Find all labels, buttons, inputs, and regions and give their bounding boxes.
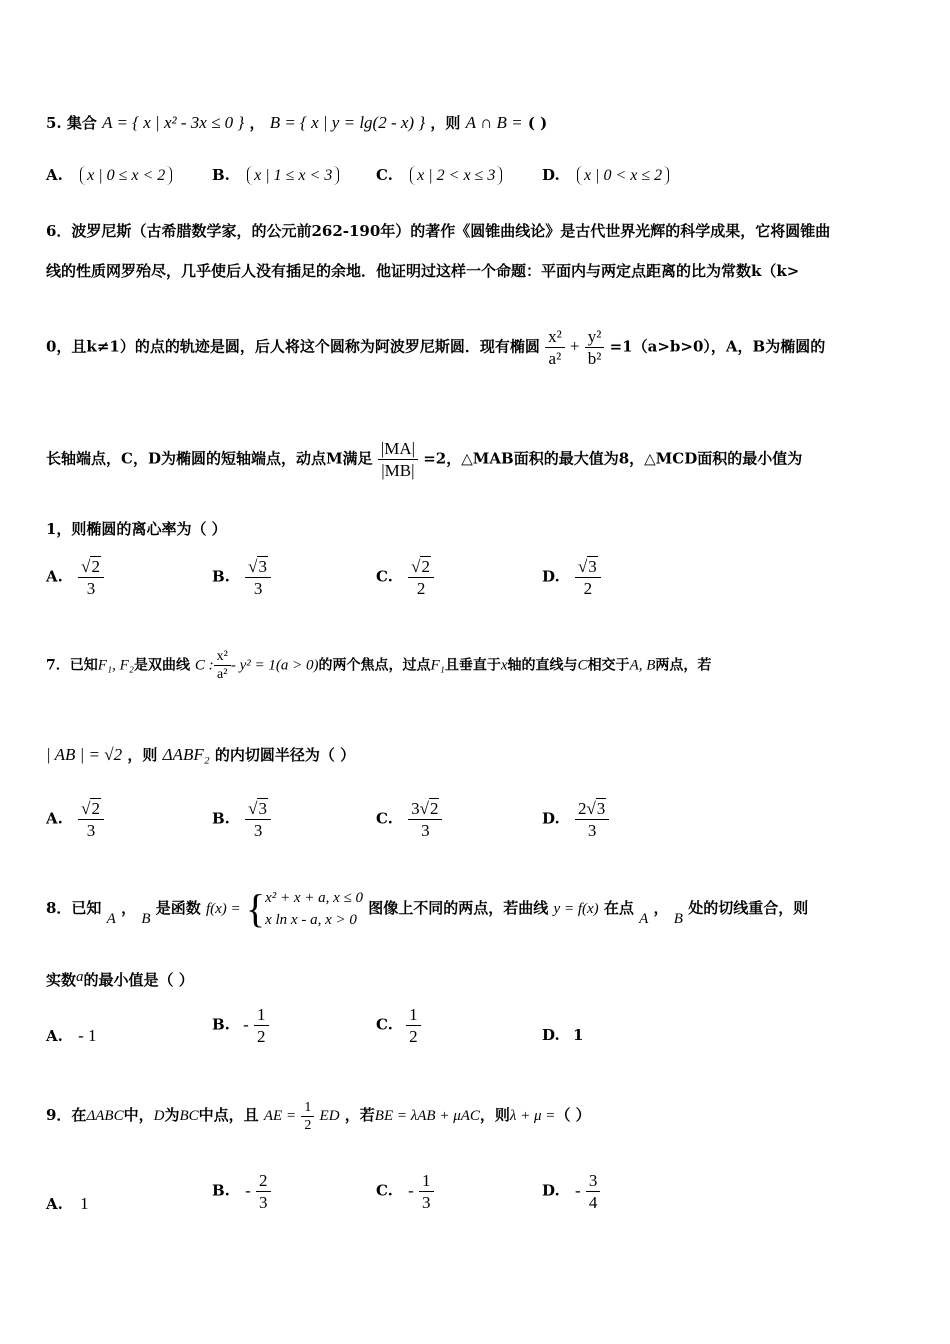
- option-label: D.: [542, 809, 560, 828]
- option-fraction: $\frac{√2}{3}$: [78, 556, 104, 599]
- q7-curve-name: C :: [194, 657, 214, 674]
- option-label: A.: [46, 1027, 63, 1045]
- q8-function: f(x) =: [205, 901, 241, 917]
- q5-option-b[interactable]: [212, 166, 339, 185]
- q9-vector-ae: AE =: [263, 1108, 297, 1124]
- q9-option-c[interactable]: [376, 1170, 434, 1213]
- option-label: D.: [542, 1181, 560, 1200]
- option-value: - 1: [78, 1026, 97, 1045]
- q8-text: 8．已知: [46, 899, 102, 917]
- q8-option-c[interactable]: [376, 1004, 421, 1047]
- q9-sum: λ + μ =: [509, 1108, 556, 1124]
- q7-f1: F₁: [430, 657, 445, 674]
- q8-text: 图像上不同的两点，若曲线: [368, 899, 549, 917]
- q8-point-b-2: B: [673, 911, 683, 927]
- frac-den: 3: [587, 821, 597, 840]
- coefficient: 3: [411, 799, 420, 818]
- q6-option-c[interactable]: [376, 556, 434, 599]
- option-label: C.: [376, 1181, 393, 1200]
- q6-option-a[interactable]: [46, 556, 104, 599]
- q8-text: 在点: [603, 899, 634, 917]
- q7-line-2: [46, 744, 910, 766]
- radicand: 2: [429, 799, 439, 818]
- q7-c: C: [577, 657, 588, 674]
- q5-expr: A ∩ B =: [465, 113, 523, 132]
- option-fraction: $\frac{√3}{2}$: [575, 556, 601, 599]
- frac-den: 2: [583, 579, 593, 598]
- radicand: 2: [91, 557, 100, 576]
- option-fraction: $\frac{√3}{3}$: [245, 556, 271, 599]
- option-fraction: [406, 1004, 421, 1047]
- frac-den: |MB|: [381, 461, 415, 480]
- option-value: x | 2 < x ≤ 3: [410, 166, 502, 185]
- frac-den: 3: [421, 821, 430, 840]
- frac-den: a²: [217, 667, 228, 682]
- q7-option-d[interactable]: [542, 798, 609, 841]
- q5-paren: ( ): [527, 114, 548, 132]
- option-fraction: $\frac{3√2}{3}$: [408, 798, 442, 841]
- frac-den: 3: [259, 1193, 268, 1212]
- frac-den: 2: [416, 579, 426, 598]
- q7-text: 轴的直线与: [507, 657, 578, 674]
- option-fraction: $\frac{√3}{3}$: [245, 798, 271, 841]
- frac-den: 3: [253, 821, 263, 840]
- option-fraction: $\frac{2√3}{3}$: [575, 798, 609, 841]
- frac-den: 3: [86, 821, 96, 840]
- q7-option-b[interactable]: [212, 798, 271, 841]
- q5-number: 5.: [46, 114, 62, 132]
- q6-line-1: 6．波罗尼斯（古希腊数学家，的公元前262-190年）的著作《圆锥曲线论》是古代世界光辉的科学成果，它将圆锥曲: [46, 222, 831, 240]
- q7-line-1: [46, 648, 711, 683]
- option-value: 1: [572, 1026, 584, 1044]
- q5-stem: [46, 112, 910, 134]
- frac-num: |MA|: [378, 438, 418, 460]
- coefficient: 2: [577, 799, 587, 818]
- q7-ab-length: | AB | = √2: [46, 745, 123, 764]
- q8-option-a[interactable]: [46, 1026, 97, 1046]
- q7-ab: A, B: [629, 657, 656, 674]
- option-fraction: [256, 1170, 271, 1213]
- q9-option-a[interactable]: [46, 1194, 89, 1214]
- frac-num: 1: [419, 1170, 434, 1192]
- radicand: 3: [596, 799, 606, 818]
- q7-curve-eq: - y² = 1(a > 0): [230, 657, 319, 674]
- q7-text: 的内切圆半径为（ ）: [214, 746, 356, 764]
- option-label: B.: [212, 166, 230, 184]
- radicand: 3: [588, 557, 597, 576]
- frac-num: 1: [254, 1004, 269, 1026]
- q5-set-b: B = { x | y = lg(2 - x) }: [269, 113, 426, 132]
- q8-text: 的最小值是（ ）: [83, 971, 194, 989]
- q9-line: [46, 1092, 591, 1138]
- option-label: B.: [212, 1015, 230, 1034]
- q7-foci: F₁, F₂: [97, 657, 135, 674]
- option-fraction: [419, 1170, 434, 1213]
- radicand: 2: [421, 557, 430, 576]
- q7-text: 两点，若: [655, 657, 712, 674]
- q9-paren: （ ）: [555, 1106, 591, 1124]
- q9-text: 为: [164, 1106, 180, 1124]
- q6-line-4: [46, 438, 910, 481]
- q6-line-2: 线的性质网罗殆尽，几乎使后人没有插足的余地．他证明过这样一个命题：平面内与两定点距离的比为常数k（k>: [46, 262, 800, 280]
- q9-expr: BE = λAB + μAC: [374, 1108, 480, 1124]
- q6-text-3: 长轴端点，C，D为椭圆的短轴端点，动点M满足: [46, 449, 373, 468]
- q5-option-c[interactable]: [376, 166, 502, 185]
- q9-text: 9．在: [46, 1106, 87, 1124]
- q7-x: x: [500, 657, 508, 674]
- q9-vector-ed: ED: [319, 1108, 340, 1124]
- q9-option-b[interactable]: [212, 1170, 271, 1213]
- option-sign: -: [245, 1180, 251, 1200]
- option-label: C.: [376, 1015, 393, 1034]
- q8-point-b: B: [141, 911, 151, 927]
- q6-text: 0，且k≠1）的点的轨迹是圆，后人将这个圆称为阿波罗尼斯圆．现有椭圆: [46, 337, 540, 356]
- q8-text: 实数: [46, 971, 77, 989]
- frac-den: 3: [253, 579, 263, 598]
- option-sign: -: [243, 1014, 249, 1034]
- q8-line-1: [46, 886, 808, 930]
- q7-triangle: ΔABF₂: [162, 745, 210, 764]
- option-label: D.: [542, 567, 560, 586]
- q7-text: ，则: [127, 746, 158, 764]
- ellipse-y-fraction: [585, 326, 605, 369]
- option-label: A.: [46, 1195, 63, 1213]
- option-label: B.: [212, 1181, 230, 1200]
- option-label: A.: [46, 567, 63, 586]
- q7-option-a[interactable]: [46, 798, 104, 841]
- q9-text: 中，: [123, 1106, 154, 1124]
- q8-text: 是函数: [155, 899, 201, 917]
- q9-half: [301, 1099, 314, 1134]
- q7-text: 且垂直于: [444, 657, 501, 674]
- option-label: C.: [376, 567, 393, 586]
- q8-case-2: x ln x - a, x > 0: [265, 912, 357, 928]
- frac-num: 2: [256, 1170, 271, 1192]
- option-label: D.: [542, 1026, 560, 1044]
- option-fraction: $\frac{√2}{3}$: [78, 798, 104, 841]
- q8-point-a-2: A: [639, 911, 649, 927]
- option-sign: -: [408, 1180, 414, 1200]
- q8-cases: [265, 887, 363, 931]
- frac-num: x²: [545, 326, 565, 348]
- ratio-fraction: [378, 438, 418, 481]
- frac-den: 2: [409, 1027, 418, 1046]
- radicand: 3: [258, 799, 267, 818]
- q7-text: 7．已知: [46, 657, 98, 674]
- plus-sign: +: [569, 336, 580, 356]
- option-label: A.: [46, 809, 63, 828]
- q6-line-3: [46, 326, 910, 369]
- option-label: D.: [542, 166, 560, 184]
- q7-text: 的两个焦点，过点: [318, 657, 431, 674]
- frac-den: b²: [587, 349, 602, 368]
- option-label: B.: [212, 809, 230, 828]
- q5-text-2: ，则: [430, 114, 461, 132]
- frac-num: x²: [214, 648, 231, 666]
- q9-triangle: ΔABC: [86, 1108, 124, 1124]
- q6-line-5: 1，则椭圆的离心率为（ ）: [46, 520, 227, 538]
- q9-text: 中点，且: [198, 1106, 259, 1124]
- q7-curve-fraction: [214, 648, 231, 683]
- q5-text: 集合: [66, 114, 97, 132]
- frac-den: 4: [588, 1193, 598, 1212]
- ellipse-x-fraction: [545, 326, 565, 369]
- option-value: x | 1 ≤ x < 3: [247, 166, 339, 185]
- q6-option-b[interactable]: [212, 556, 271, 599]
- option-value: x | 0 ≤ x < 2: [80, 166, 172, 185]
- option-label: A.: [46, 166, 63, 184]
- q5-option-a[interactable]: [46, 166, 172, 185]
- q8-case-1: x² + x + a, x ≤ 0: [265, 890, 364, 906]
- q9-text: ，若: [344, 1106, 375, 1124]
- frac-num: 1: [301, 1099, 314, 1117]
- frac-num: 1: [406, 1004, 421, 1026]
- q6-text-4: =2，△MAB面积的最大值为8，△MCD面积的最小值为: [423, 449, 803, 468]
- q8-curve: y = f(x): [553, 901, 599, 917]
- option-value: 1: [80, 1194, 89, 1213]
- q9-bc: BC: [179, 1108, 199, 1124]
- q7-text: 相交于: [587, 657, 630, 674]
- q8-option-d[interactable]: [542, 1026, 583, 1044]
- radicand: 2: [91, 799, 100, 818]
- option-value: x | 0 < x ≤ 2: [577, 166, 669, 185]
- q8-text: 处的切线重合，则: [688, 899, 809, 917]
- frac-den: 3: [86, 579, 96, 598]
- radicand: 3: [258, 557, 267, 576]
- q6-option-d[interactable]: [542, 556, 601, 599]
- q8-line-2: [46, 966, 910, 991]
- frac-den: 2: [304, 1117, 312, 1133]
- q9-d: D: [153, 1108, 165, 1124]
- q8-comma-2: ，: [653, 899, 669, 917]
- option-fraction: [586, 1170, 601, 1213]
- q7-text: 是双曲线: [134, 657, 191, 674]
- q8-option-b[interactable]: [212, 1004, 269, 1047]
- option-label: B.: [212, 567, 230, 586]
- frac-den: a²: [548, 349, 562, 368]
- frac-num: 3: [586, 1170, 601, 1192]
- option-label: C.: [376, 166, 393, 184]
- frac-den: 2: [257, 1027, 266, 1046]
- option-fraction: [254, 1004, 269, 1047]
- q9-text: ，则: [479, 1106, 510, 1124]
- q8-var-a: a: [76, 969, 84, 985]
- q5-comma: ，: [249, 114, 265, 132]
- q6-text-2: =1（a>b>0），A，B为椭圆的: [609, 337, 826, 356]
- q5-option-d[interactable]: [542, 166, 669, 185]
- frac-num: y²: [585, 326, 605, 348]
- option-sign: -: [574, 1180, 581, 1200]
- left-brace: {: [245, 886, 266, 931]
- option-label: C.: [376, 809, 393, 828]
- q7-option-c[interactable]: [376, 798, 442, 841]
- q9-option-d[interactable]: [542, 1170, 600, 1213]
- q8-comma: ，: [121, 899, 137, 917]
- q5-set-a: A = { x | x² - 3x ≤ 0 }: [102, 113, 245, 132]
- frac-den: 3: [422, 1193, 431, 1212]
- option-fraction: $\frac{√2}{2}$: [408, 556, 434, 599]
- q8-point-a: A: [106, 911, 116, 927]
